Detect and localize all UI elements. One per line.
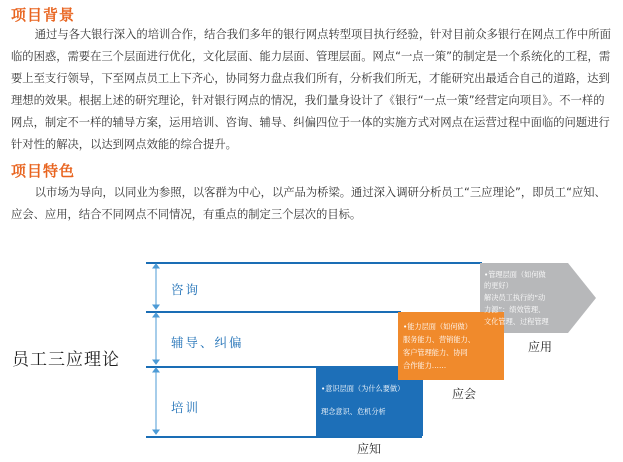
apply-text-5: 文化管理、过程管理 bbox=[484, 317, 549, 326]
apply-text-2: 的更好） bbox=[484, 281, 513, 290]
row-label-train: 培训 bbox=[171, 400, 201, 415]
apply-text-3: 解决员工执行的“动 bbox=[484, 293, 546, 302]
row-label-consult: 咨询 bbox=[171, 282, 201, 297]
apply-text-4: 力源”：绩效管理、 bbox=[484, 305, 546, 314]
level-label-know: 应知 bbox=[357, 442, 382, 456]
level-label-skill: 应会 bbox=[452, 387, 477, 401]
skill-text-2: 服务能力、营销能力、 bbox=[403, 335, 475, 344]
features-paragraph: 以市场为导向，以同业为参照，以客群为中心，以产品为桥梁。通过深入调研分析员工“三应理论”，即员工“应知、应会、应用，结合不同网点不同情况，有重点的制定三个层次的目标。 bbox=[11, 186, 606, 221]
apply-text-1: •管理层面（如何做 bbox=[484, 270, 546, 279]
section-title-background: 项目背景 bbox=[11, 6, 76, 24]
level-label-apply: 应用 bbox=[528, 340, 553, 354]
skill-text-1: •能力层面（如何做） bbox=[403, 322, 472, 331]
skill-text-4: 合作能力…… bbox=[403, 361, 447, 370]
row-label-coach: 辅导、纠偏 bbox=[171, 335, 244, 350]
know-text-1: •意识层面（为什么要做） bbox=[321, 384, 405, 393]
know-text-2: 理念意识、危机分析 bbox=[321, 407, 386, 416]
background-paragraph: 通过与各大银行深入的培训合作，结合我们多年的银行网点转型项目执行经验，针对目前众多银行在网点工作中所面临的困惑，需要在三个层面进行优化，文化层面、能力层面、管理层面。网点“一点一策”的制定是一个系统化的工程，需要上至支行领导，下至网点员工上下齐心，协同努力盘点我们所有，分析我们所无，才能研究出最适合自己的道路，达到理想的效果。根据上述的研究理论，针对银行网点的情况，我们量身设计了《银行“一点一策”经营定向项目》。不一样的网点，制定不一样的辅导方案，运用培训、咨询、辅导、纠偏四位于一体的实施方式对网点在运营过程中面临的问题进行针对性的解决，以达到网点效能的综合提升。 bbox=[11, 28, 611, 151]
section-title-features: 项目特色 bbox=[11, 162, 76, 180]
skill-text-3: 客户管理能力、协同 bbox=[403, 348, 468, 357]
diagram-main-label: 员工三应理论 bbox=[12, 350, 120, 370]
